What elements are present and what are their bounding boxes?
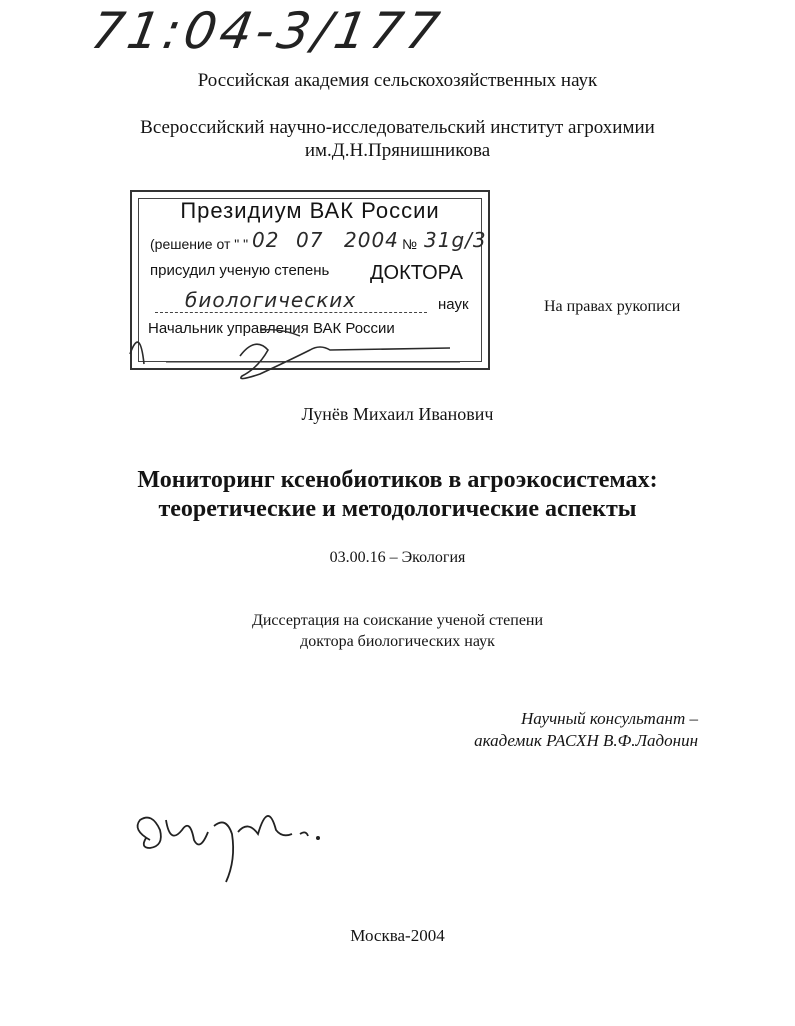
dissertation-line-1: Диссертация на соискание ученой степени bbox=[251, 612, 544, 629]
stamp-degree: ДОКТОРА bbox=[370, 262, 463, 284]
consultant-line-2: академик РАСХН В.Ф.Ладонин bbox=[474, 731, 698, 750]
academy-name: Российская академия сельскохозяйственных наук bbox=[197, 70, 598, 91]
stamp-sciences-label: наук bbox=[438, 296, 469, 313]
title-line-2: теоретические и методологические аспекты bbox=[158, 496, 637, 522]
scientific-consultant bbox=[380, 708, 698, 752]
city-year: Москва-2004 bbox=[350, 926, 445, 945]
author-signature bbox=[130, 790, 340, 890]
institute-name bbox=[0, 116, 795, 162]
stamp-field-handwritten: биологических bbox=[185, 288, 357, 312]
consultant-line-1: Научный консультант – bbox=[520, 709, 698, 728]
stamp-field-underline bbox=[155, 312, 427, 313]
stamp-head-label: Начальник управления ВАК России bbox=[148, 320, 395, 337]
dissertation-description bbox=[0, 610, 795, 652]
institute-line-2: им.Д.Н.Прянишникова bbox=[304, 140, 491, 161]
institute-line-1: Всероссийский научно-исследовательский институт агрохимии bbox=[140, 117, 655, 138]
stamp-decision-label: (решение от " " bbox=[150, 236, 249, 252]
manuscript-note: На правах рукописи bbox=[544, 298, 681, 315]
dissertation-title bbox=[0, 466, 795, 524]
title-line-1: Мониторинг ксенобиотиков в агроэкосистемах: bbox=[137, 467, 658, 493]
stamp-date-year: 2004 bbox=[344, 228, 399, 252]
author-name: Лунёв Михаил Иванович bbox=[301, 404, 494, 424]
specialty-code: 03.00.16 – Экология bbox=[329, 549, 466, 566]
dissertation-line-2: доктора биологических наук bbox=[300, 633, 495, 650]
stamp-awarded-label: присудил ученую степень bbox=[150, 262, 330, 279]
stamp-date-day: 02 bbox=[252, 228, 280, 252]
stamp-number-value: 31g/3 bbox=[424, 228, 487, 252]
stamp-number-label: № bbox=[402, 236, 418, 252]
archive-code-handwritten: 71:04-3/177 bbox=[86, 2, 448, 60]
stamp-date-month: 07 bbox=[296, 228, 324, 252]
stamp-title: Президиум ВАК России bbox=[180, 198, 440, 223]
stamp-signature bbox=[120, 316, 510, 386]
